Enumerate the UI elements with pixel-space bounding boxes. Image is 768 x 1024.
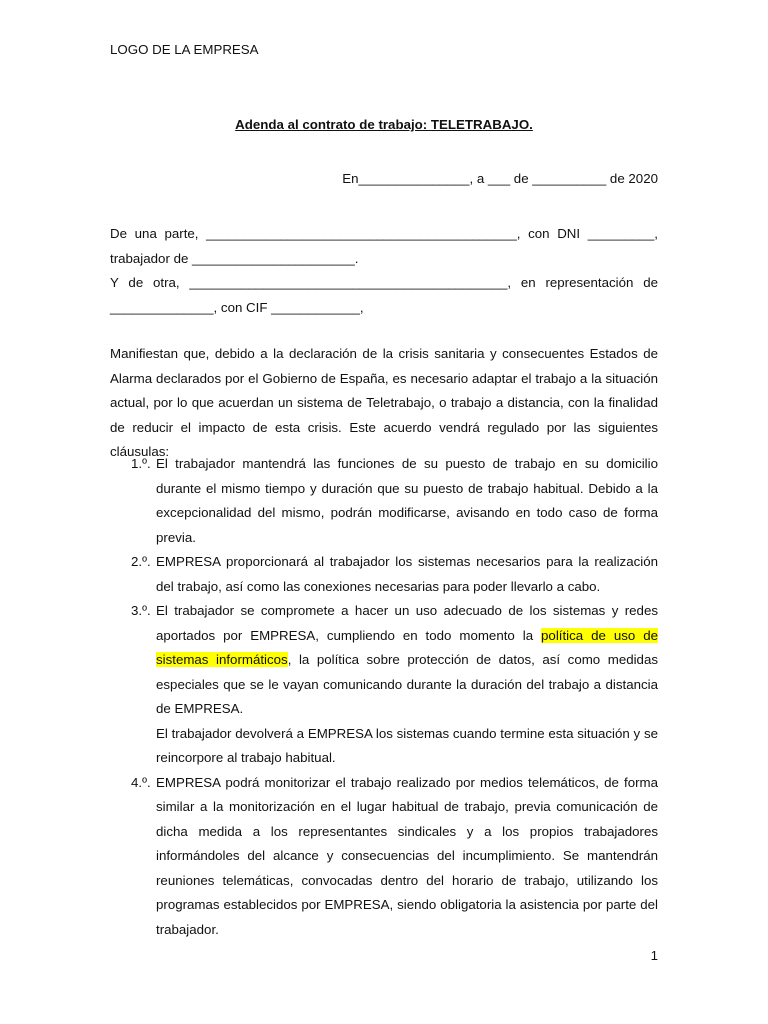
party-two-line: Y de otra, ___________________________________________, en representación de [110, 275, 658, 290]
clause-text [156, 599, 658, 722]
party-one-employee-line: trabajador de ______________________. [110, 250, 359, 266]
document-title: Adenda al contrato de trabajo: TELETRABAJO. [235, 117, 533, 132]
intro-paragraph: Manifiestan que, debido a la declaración de la crisis sanitaria y consecuentes Estados de Alarma declarados por el Gobierno de España, es necesario adaptar el trabajo a la situación actual, por lo que acuerdan un sistema de Teletrabajo, o trabajo a distancia, con la finalidad de reducir el impacto de esta crisis. Este acuerdo vendrá regulado por las siguientes cláusulas: [110, 346, 658, 459]
company-logo-placeholder: LOGO DE LA EMPRESA [110, 42, 259, 57]
clause-3 [110, 599, 658, 771]
clause-text: El trabajador mantendrá las funciones de su puesto de trabajo en su domicilio durante el mismo tiempo y duración que su puesto de trabajo habitual. Debido a la excepcionalidad del mismo, podrán modificarse, avisando en todo caso de forma previa. [156, 456, 658, 545]
clause-4 [110, 771, 658, 943]
clause-number: 2.º. [131, 554, 151, 569]
page-number: 1 [650, 948, 658, 963]
clause-number: 3.º. [131, 603, 151, 618]
clause-text-before: El trabajador se compromete a hacer un uso adecuado de los sistemas y redes aportados por EMPRESA, cumpliendo en todo momento la [156, 603, 658, 643]
party-two-cif-line: ______________, con CIF ____________, [110, 299, 364, 315]
clause-number: 4.º. [131, 774, 151, 790]
date-line: En_______________, a ___ de __________ de 2020 [342, 171, 658, 186]
clause-text-after: , la política sobre protección de datos, así como medidas especiales que se le vayan comunicando durante la duración del trabajo a distancia de EMPRESA. [156, 652, 658, 716]
clause-2 [110, 550, 658, 599]
clause-text: EMPRESA podrá monitorizar el trabajo realizado por medios telemáticos, de forma similar a la monitorización en el lugar habitual de trabajo, previa comunicación de dicha medida a los representantes sindicales y a los propios trabajadores informándoles del alcance y consecuencias del incumplimiento. Se mantendrán reuniones telemáticas, convocadas dentro del horario de trabajo, utilizando los programas establecidos por EMPRESA, siendo obligatoria la asistencia por parte del trabajador. [156, 774, 658, 937]
highlighted-policy-text: política de uso de sistemas informáticos [156, 627, 658, 667]
clause-text-second-paragraph: El trabajador devolverá a EMPRESA los sistemas cuando termine esta situación y se reincorpore al trabajo habitual. [156, 725, 658, 765]
clauses-list [110, 452, 658, 942]
clause-1 [110, 452, 658, 550]
party-one-line: De una parte, __________________________________________, con DNI _________, [110, 226, 658, 241]
clause-number: 1.º. [131, 456, 151, 471]
parties-section [110, 222, 658, 320]
clause-text: EMPRESA proporcionará al trabajador los sistemas necesarios para la realización del trabajo, así como las conexiones necesarias para poder llevarlo a cabo. [156, 554, 658, 594]
